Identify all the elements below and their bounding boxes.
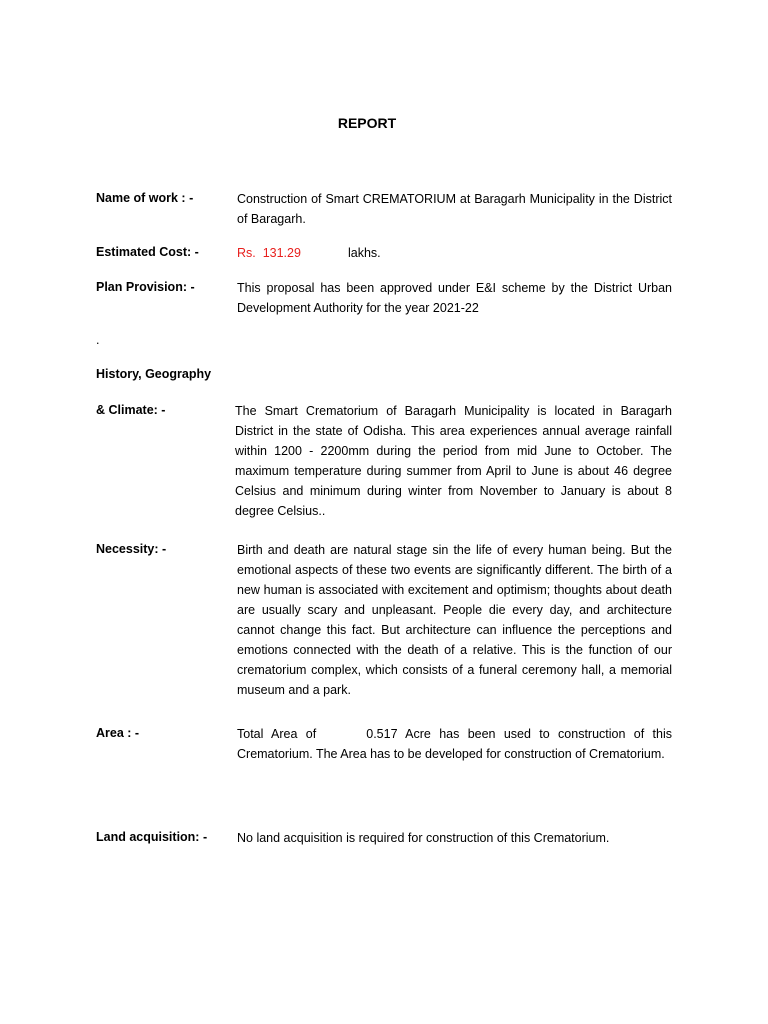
report-title: REPORT	[337, 115, 397, 131]
separator-dot: .	[96, 333, 100, 347]
land-acquisition-label: Land acquisition: -	[96, 830, 208, 844]
name-of-work-label: Name of work : -	[96, 191, 194, 205]
estimated-cost-value	[237, 243, 672, 263]
land-acquisition-value: No land acquisition is required for construction of this Crematorium.	[237, 831, 610, 845]
area-label: Area : -	[96, 726, 140, 740]
area-value: Total Area of 0.517 Acre has been used to construction of this Crematorium. The Area has to be developed for construction of Crematorium.	[237, 727, 676, 761]
estimated-cost-unit: lakhs.	[348, 246, 381, 260]
estimated-cost-amount: Rs. 131.29	[237, 246, 301, 260]
plan-provision-value: This proposal has been approved under E&I scheme by the District Urban Development Authority for the year 2021-22	[237, 281, 672, 315]
name-of-work-value: Construction of Smart CREMATORIUM at Baragarh Municipality in the District of Baragarh.	[237, 192, 672, 226]
plan-provision-label: Plan Provision: -	[96, 280, 195, 294]
necessity-value: Birth and death are natural stage sin the life of every human being. But the emotional aspects of these two events are significantly different. The birth of a new human is associated with excitement and optimism; thoughts about death are usually scary and unpleasant. People die every day, and architecture cannot change this fact. But architecture can influence the perceptions and emotions connected with the death of a relative. This is the function of our crematorium complex, which consists of a funeral ceremony hall, a memorial museum and a park.	[237, 543, 672, 697]
estimated-cost-label: Estimated Cost: -	[96, 245, 199, 259]
climate-label: & Climate: -	[96, 403, 166, 417]
climate-value: The Smart Crematorium of Baragarh Municipality is located in Baragarh District in the state of Odisha. This area experiences annual average rainfall within 1200 - 2200mm during the period from mid June to October. The maximum temperature during summer from April to June is about 46 degree Celsius and minimum during winter from November to January is about 8 degree Celsius..	[235, 404, 672, 518]
necessity-label: Necessity: -	[96, 542, 167, 556]
history-heading: History, Geography	[96, 367, 212, 381]
